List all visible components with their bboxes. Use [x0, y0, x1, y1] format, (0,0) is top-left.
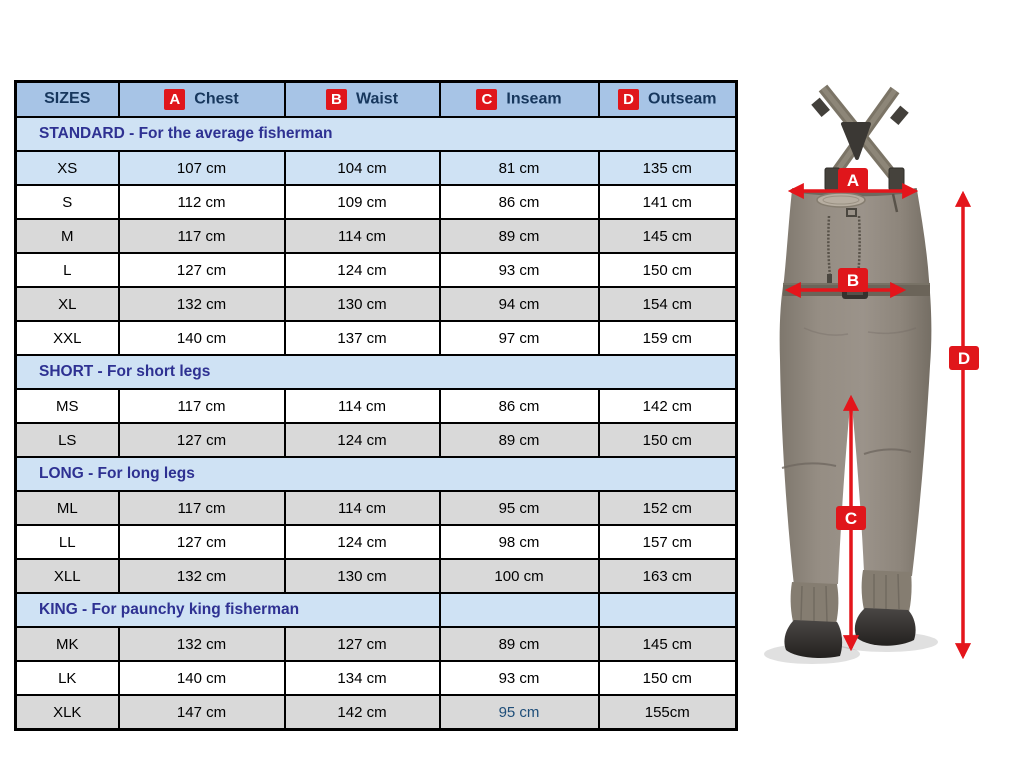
section-title: STANDARD - For the average fisherman	[16, 117, 737, 151]
size-row-xxl	[16, 321, 737, 355]
inseam-cell: 100 cm	[440, 559, 599, 593]
chest-cell: 127 cm	[119, 525, 285, 559]
size-row-s	[16, 185, 737, 219]
section-title: LONG - For long legs	[16, 457, 737, 491]
waist-cell: 109 cm	[285, 185, 440, 219]
outseam-cell: 154 cm	[599, 287, 737, 321]
outseam-cell: 150 cm	[599, 423, 737, 457]
waist-cell: 127 cm	[285, 627, 440, 661]
outseam-cell: 152 cm	[599, 491, 737, 525]
size-cell: MS	[16, 389, 119, 423]
waist-cell: 124 cm	[285, 525, 440, 559]
column-label: Chest	[194, 90, 239, 108]
inseam-cell: 86 cm	[440, 389, 599, 423]
inseam-cell: 95 cm	[440, 491, 599, 525]
size-cell: LS	[16, 423, 119, 457]
size-cell: XL	[16, 287, 119, 321]
size-cell: XS	[16, 151, 119, 185]
size-row-ll	[16, 525, 737, 559]
marker-badge-a: A	[164, 89, 185, 110]
waist-cell: 142 cm	[285, 695, 440, 730]
outseam-cell: 157 cm	[599, 525, 737, 559]
marker-badge-d: D	[618, 89, 639, 110]
section-empty-cell	[599, 593, 737, 627]
outseam-cell: 163 cm	[599, 559, 737, 593]
size-table-header	[16, 82, 737, 118]
inseam-cell: 89 cm	[440, 423, 599, 457]
inseam-cell: 86 cm	[440, 185, 599, 219]
waist-cell: 114 cm	[285, 491, 440, 525]
column-header-chest	[119, 82, 285, 118]
waist-cell: 114 cm	[285, 389, 440, 423]
marker-badge-c: C	[476, 89, 497, 110]
label-b: B	[846, 271, 860, 290]
section-title: KING - For paunchy king fisherman	[16, 593, 440, 627]
size-row-ls	[16, 423, 737, 457]
column-label: SIZES	[44, 90, 91, 108]
size-row-ml	[16, 491, 737, 525]
outseam-cell: 145 cm	[599, 627, 737, 661]
chest-cell: 112 cm	[119, 185, 285, 219]
column-label: Outseam	[648, 90, 717, 108]
inseam-cell: 93 cm	[440, 661, 599, 695]
size-cell: M	[16, 219, 119, 253]
size-row-xlk	[16, 695, 737, 730]
size-cell: S	[16, 185, 119, 219]
chest-cell: 147 cm	[119, 695, 285, 730]
size-row-mk	[16, 627, 737, 661]
inseam-cell: 81 cm	[440, 151, 599, 185]
size-row-xll	[16, 559, 737, 593]
waist-cell: 137 cm	[285, 321, 440, 355]
inseam-cell: 93 cm	[440, 253, 599, 287]
wader-figure	[744, 78, 1024, 690]
chest-cell: 132 cm	[119, 559, 285, 593]
size-row-xs	[16, 151, 737, 185]
label-c: C	[844, 509, 858, 528]
size-row-ms	[16, 389, 737, 423]
chest-cell: 140 cm	[119, 321, 285, 355]
brand-logo-patch	[817, 193, 865, 207]
waist-cell: 130 cm	[285, 559, 440, 593]
section-empty-cell	[440, 593, 599, 627]
chest-cell: 117 cm	[119, 219, 285, 253]
chest-cell: 127 cm	[119, 253, 285, 287]
outseam-cell: 145 cm	[599, 219, 737, 253]
waist-cell: 134 cm	[285, 661, 440, 695]
size-row-l	[16, 253, 737, 287]
size-cell: LK	[16, 661, 119, 695]
waist-cell: 124 cm	[285, 253, 440, 287]
size-cell: XLK	[16, 695, 119, 730]
inseam-cell: 89 cm	[440, 627, 599, 661]
section-title: SHORT - For short legs	[16, 355, 737, 389]
size-table	[14, 80, 738, 731]
column-header-outseam	[599, 82, 737, 118]
size-cell: LL	[16, 525, 119, 559]
section-row	[16, 457, 737, 491]
outseam-cell: 150 cm	[599, 661, 737, 695]
column-label: Waist	[355, 90, 399, 108]
label-a: A	[846, 171, 860, 190]
column-label: Inseam	[506, 90, 562, 108]
chest-cell: 140 cm	[119, 661, 285, 695]
chest-cell: 117 cm	[119, 389, 285, 423]
inseam-cell: 95 cm	[440, 695, 599, 730]
inseam-cell: 94 cm	[440, 287, 599, 321]
marker-badge-b: B	[326, 89, 347, 110]
outseam-cell: 142 cm	[599, 389, 737, 423]
label-d: D	[957, 349, 971, 368]
column-header-inseam	[440, 82, 599, 118]
waist-cell: 130 cm	[285, 287, 440, 321]
waist-cell: 124 cm	[285, 423, 440, 457]
inseam-cell: 98 cm	[440, 525, 599, 559]
chest-cell: 127 cm	[119, 423, 285, 457]
size-cell: XXL	[16, 321, 119, 355]
outseam-cell: 155cm	[599, 695, 737, 730]
outseam-cell: 141 cm	[599, 185, 737, 219]
chest-cell: 132 cm	[119, 287, 285, 321]
chest-cell: 107 cm	[119, 151, 285, 185]
size-row-xl	[16, 287, 737, 321]
header-row	[16, 82, 737, 118]
size-cell: ML	[16, 491, 119, 525]
waist-cell: 114 cm	[285, 219, 440, 253]
size-row-m	[16, 219, 737, 253]
size-row-lk	[16, 661, 737, 695]
outseam-cell: 135 cm	[599, 151, 737, 185]
size-table-body	[16, 117, 737, 730]
section-row	[16, 117, 737, 151]
waist-cell: 104 cm	[285, 151, 440, 185]
column-header-waist	[285, 82, 440, 118]
column-header-sizes	[16, 82, 119, 118]
size-cell: MK	[16, 627, 119, 661]
section-row	[16, 355, 737, 389]
section-row	[16, 593, 737, 627]
chest-cell: 132 cm	[119, 627, 285, 661]
outseam-cell: 159 cm	[599, 321, 737, 355]
size-cell: XLL	[16, 559, 119, 593]
chest-cell: 117 cm	[119, 491, 285, 525]
outseam-cell: 150 cm	[599, 253, 737, 287]
inseam-cell: 89 cm	[440, 219, 599, 253]
inseam-cell: 97 cm	[440, 321, 599, 355]
size-cell: L	[16, 253, 119, 287]
